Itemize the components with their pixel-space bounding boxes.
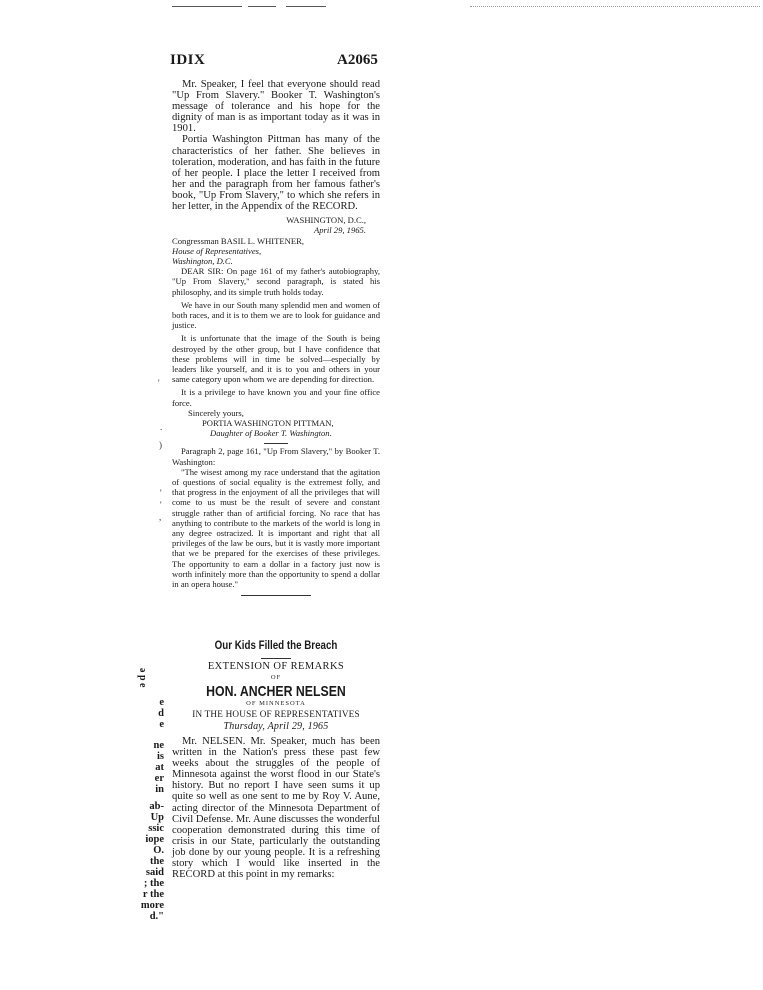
scan-speck: ' bbox=[158, 378, 160, 388]
margin-fragment: e bbox=[159, 697, 164, 708]
scan-speck: ' bbox=[160, 500, 162, 510]
letter-place: WASHINGTON, D.C., bbox=[286, 215, 366, 226]
speech-date: Thursday, April 29, 1965 bbox=[223, 721, 329, 732]
representative-state: OF MINNESOTA bbox=[246, 700, 306, 707]
margin-fragment: ne bbox=[153, 740, 164, 751]
booker-washington-quote: "The wisest among my race understand that the agitation of questions of social equality is the extremest folly, and that progress in the enjoyment of all the privileges that will come to us must be the result of severe and constant struggle rather than of artificial forcing. No race that has anything to contribute to the markets of the world is long in any degree ostracized. It is important and right that all privileges of the law be ours, but it is vastly more important that we be prepared for the exercises of these privileges. The opportunity to earn a dollar in a factory just now is worth infinitely more than the opportunity to spend a dollar in an opera house." bbox=[172, 466, 380, 590]
extension-of-remarks: EXTENSION OF REMARKS bbox=[207, 661, 345, 672]
top-rule-right bbox=[286, 6, 326, 8]
margin-fragment: the bbox=[150, 856, 164, 867]
scan-speck: ' bbox=[160, 488, 162, 498]
letter-closing: Sincerely yours, bbox=[188, 407, 244, 418]
margin-fragment: ab- bbox=[149, 801, 164, 812]
letter-addressee-org: House of Representatives, bbox=[172, 245, 262, 256]
margin-fragment: r the bbox=[142, 889, 164, 900]
top-rule-left bbox=[172, 6, 242, 8]
title-rule bbox=[261, 658, 291, 659]
speech-title: Our Kids Filled the Breach bbox=[214, 640, 338, 652]
top-rule-mid bbox=[248, 6, 276, 8]
nelsen-speech: Mr. NELSEN. Mr. Speaker, much has been written in the Nation's press these past few weeks about the struggles of the people of Minnesota against the worst flood in our State's history. But no report I have seen sums it up quite so well as one sent to me by Roy V. Aune, acting director of the Minnesota Department of Civil Defense. Mr. Aune discusses the wonderful cooperation demonstrated during this time of crisis in our State, particularly the outstanding job done by our young people. It is a refreshing story which I would like inserted in the RECORD at this point in my remarks: bbox=[172, 736, 380, 881]
letter-addressee-city: Washington, D.C. bbox=[172, 255, 233, 266]
paragraph-reference: Paragraph 2, page 161, "Up From Slavery," by Booker T. Washington: bbox=[172, 446, 380, 467]
intro-paragraph-2: Portia Washington Pittman has many of the characteristics of her father. She believes in toleration, moderation, and has faith in the future of her people. I place the letter I received from her and the paragraph from her famous father's book, "Up From Slavery," to which she refers in her letter, in the Appendix of the RECORD. bbox=[172, 134, 380, 213]
letter-signer: PORTIA WASHINGTON PITTMAN, bbox=[202, 417, 334, 428]
left-margin-vertical-fragment: ə p e bbox=[137, 668, 148, 688]
letter-date: April 29, 1965. bbox=[313, 225, 366, 236]
letter-addressee: Congressman BASIL L. WHITENER, bbox=[172, 235, 304, 246]
scan-speck: ) bbox=[159, 440, 162, 450]
scan-speck: . bbox=[160, 422, 163, 432]
letter-body-4: It is a privilege to have known you and your fine office force. bbox=[172, 387, 380, 408]
margin-fragment: at bbox=[155, 762, 164, 773]
margin-fragment: ; the bbox=[143, 878, 164, 889]
letter-body-1: DEAR SIR: On page 161 of my father's autobiography, "Up From Slavery," second paragraph, is stated his philosophy, and its simple truth holds today. bbox=[172, 266, 380, 297]
letter-body-3: It is unfortunate that the image of the South is being destroyed by the other group, but I have confidence that these problems will in time be solved—especially by leaders like yourself, and it is to you and others in your same category upon whom we are depending for direction. bbox=[172, 333, 380, 385]
representative-name: HON. ANCHER NELSEN bbox=[206, 683, 346, 700]
top-dotted-rule bbox=[470, 6, 760, 8]
margin-fragment: ssic bbox=[148, 823, 164, 834]
page-header-left: IDIX bbox=[170, 52, 206, 68]
divider-rule bbox=[264, 443, 288, 444]
margin-fragment: Up bbox=[150, 812, 164, 823]
of-label: OF bbox=[270, 674, 282, 681]
margin-fragment: in bbox=[155, 784, 164, 795]
margin-fragment: O. bbox=[153, 845, 164, 856]
margin-fragment: more bbox=[140, 900, 164, 911]
scan-speck: , bbox=[159, 512, 162, 522]
letter-section bbox=[172, 79, 380, 598]
letter-body-2: We have in our South many splendid men and women of both races, and it is to them we are to look for guidance and justice. bbox=[172, 299, 380, 331]
margin-fragment: e bbox=[159, 719, 164, 730]
margin-fragment: d." bbox=[149, 911, 164, 922]
margin-fragment: er bbox=[154, 773, 164, 784]
nelsen-section bbox=[172, 640, 380, 880]
letter-signer-title: Daughter of Booker T. Washington. bbox=[210, 428, 332, 439]
margin-fragment: d bbox=[158, 708, 164, 719]
house-label: IN THE HOUSE OF REPRESENTATIVES bbox=[192, 709, 360, 719]
section-divider bbox=[241, 595, 311, 596]
page-number: A2065 bbox=[337, 52, 378, 68]
intro-paragraph-1: Mr. Speaker, I feel that everyone should read "Up From Slavery." Booker T. Washington's message of tolerance and his hope for the dignity of man is as important today as it was in 1901. bbox=[172, 79, 380, 135]
margin-fragment: iope bbox=[145, 834, 164, 845]
margin-fragment: said bbox=[145, 867, 164, 878]
margin-fragment: is bbox=[156, 751, 164, 762]
